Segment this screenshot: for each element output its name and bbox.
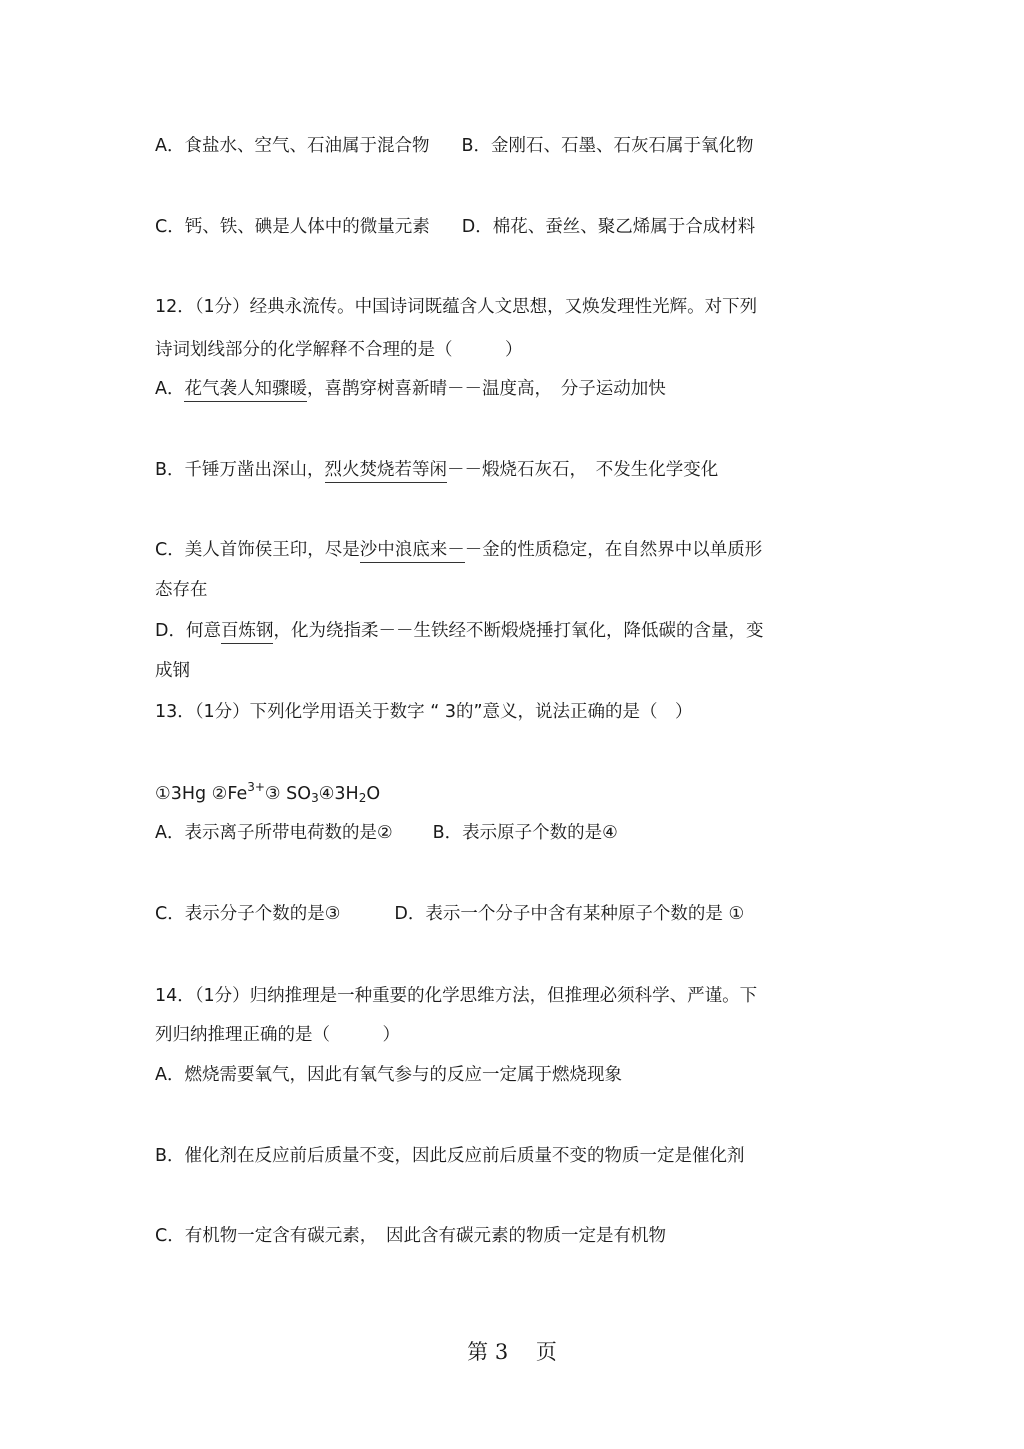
q12-stem-line2: 诗词划线部分的化学解释不合理的是（ ） <box>155 340 523 360</box>
q13-options-ab <box>155 821 618 845</box>
q11-options-cd <box>155 215 755 239</box>
q13-option-b: B．表示原子个数的是④ <box>432 823 618 843</box>
q12-option-c-line2: 态存在 <box>155 580 208 600</box>
q12-option-c-underlined: 沙中浪底来－ <box>360 540 465 563</box>
q12-option-d-line2: 成钢 <box>155 661 190 681</box>
q12-option-b: B．千锤万凿出深山，烈火焚烧若等闲－－煅烧石灰石， 不发生化学变化 <box>155 458 718 482</box>
q13-option-a: A．表示离子所带电荷数的是② <box>155 823 393 843</box>
q13-formulas: ①3Hg $②Fe^{3+}③$ SO3④3H2O <box>155 780 381 805</box>
q12-option-b-underlined: 烈火焚烧若等闲 <box>325 460 448 483</box>
page-number: 第 3 页 <box>467 1340 557 1364</box>
q13-option-c: C．表示分子个数的是③ <box>155 904 341 924</box>
q11-option-b: B．金刚石、石墨、石灰石属于氧化物 <box>461 136 754 156</box>
q14-option-c: C．有机物一定含有碳元素， 因此含有碳元素的物质一定是有机物 <box>155 1226 666 1246</box>
q12-option-c: C．美人首饰侯王印，尽是沙中浪底来－－金的性质稳定，在自然界中以单质形 <box>155 538 762 562</box>
q12-option-d: D．何意百炼钢，化为绕指柔－－生铁经不断煅烧捶打氧化，降低碳的含量，变 <box>155 619 763 643</box>
q13-options-cd <box>155 902 744 926</box>
q14-option-b: B．催化剂在反应前后质量不变，因此反应前后质量不变的物质一定是催化剂 <box>155 1146 745 1166</box>
q13-option-d: D．表示一个分子中含有某种原子个数的是 ① <box>394 904 745 924</box>
q11-option-a: A．食盐水、空气、石油属于混合物 <box>155 136 430 156</box>
q14-stem-line2: 列归纳推理正确的是（ ） <box>155 1025 400 1045</box>
q12-option-a-underlined: 花气袭人知骤暖 <box>184 379 307 402</box>
q11-option-c: C．钙、铁、碘是人体中的微量元素 <box>155 217 430 237</box>
q12-stem-line1: 12．（1分）经典永流传。中国诗词既蕴含人文思想，又焕发理性光辉。对下列 <box>155 297 758 317</box>
q14-option-a: A．燃烧需要氧气，因此有氧气参与的反应一定属于燃烧现象 <box>155 1065 622 1085</box>
q14-stem-line1: 14．（1分）归纳推理是一种重要的化学思维方法，但推理必须科学、严谨。下 <box>155 986 758 1006</box>
q13-stem: 13．（1分）下列化学用语关于数字 “ 3的”意义，说法正确的是（ ） <box>155 702 693 722</box>
q11-option-d: D．棉花、蚕丝、聚乙烯属于合成材料 <box>461 217 756 237</box>
q12-option-d-underlined: 百炼钢 <box>221 621 274 644</box>
q11-options-ab <box>155 134 754 158</box>
q12-option-a: A．花气袭人知骤暖，喜鹊穿树喜新晴－－温度高， 分子运动加快 <box>155 377 666 401</box>
